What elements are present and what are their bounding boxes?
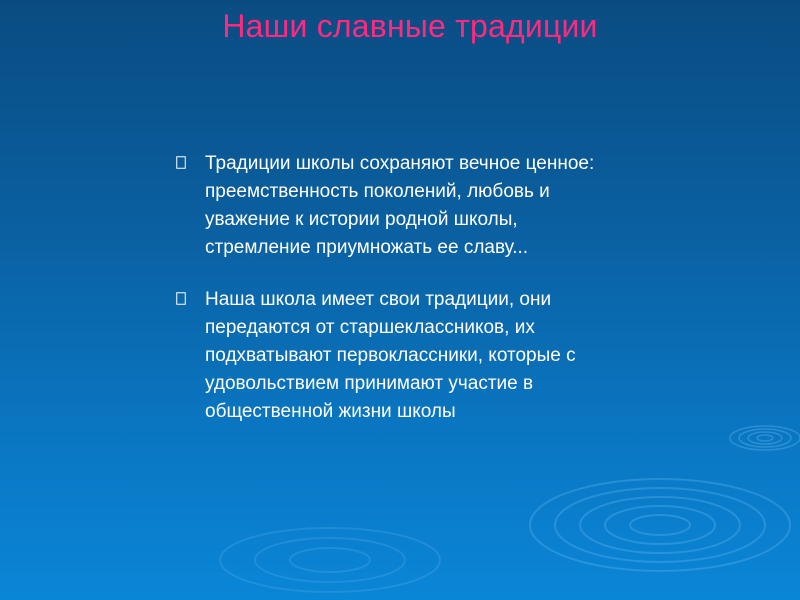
bullet-text: Традиции школы сохраняют вечное ценное: преемственность поколений, любовь и уважение к истории родной школы, стремление приумножать ее славу... <box>205 153 595 258</box>
large-ripple <box>530 479 790 571</box>
bullet-text: Наша школа имеет свои традиции, они передаются от старшеклассников, их подхватывают первоклассники, которые с удовольствием принимают участие в общественной жизни школы <box>205 289 576 422</box>
small-ripple <box>730 426 800 450</box>
faint-ripple <box>220 528 440 592</box>
bullet-list <box>176 150 616 450</box>
hollow-square-bullet-icon <box>176 292 186 305</box>
slide-title: Наши славные традиции <box>222 8 598 44</box>
hollow-square-bullet-icon <box>176 156 186 169</box>
bullet-item <box>176 150 616 262</box>
bullet-item <box>176 286 616 426</box>
